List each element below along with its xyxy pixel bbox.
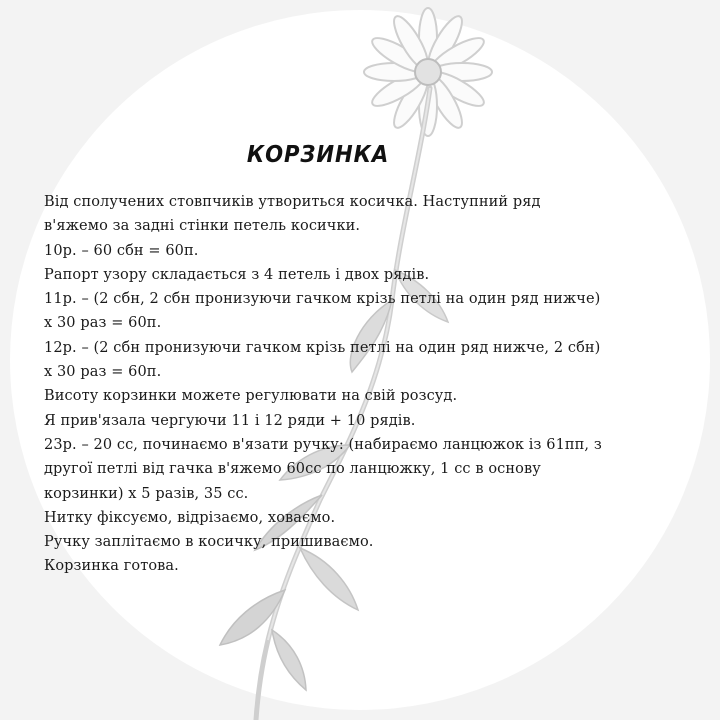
text-line: Ручку заплітаємо в косичку, пришиваємо. bbox=[44, 534, 374, 551]
text-line: Нитку фіксуємо, відрізаємо, ховаємо. bbox=[44, 509, 336, 526]
text-line: другої петлі від гачка в'яжемо 60сс по ланцюжку, 1 сс в основу bbox=[44, 461, 541, 478]
text-line: Рапорт узору складається з 4 петель і двох рядів. bbox=[44, 266, 430, 283]
text-line: 12р. – (2 сбн пронизуючи гачком крізь петлі на один ряд нижче, 2 сбн) bbox=[44, 339, 601, 356]
text-line: 23р. – 20 сс, починаємо в'язати ручку: (набираємо ланцюжок із 61пп, з bbox=[44, 436, 602, 453]
text-line: Від сполучених стовпчиків утвориться косичка. Наступний ряд bbox=[44, 194, 541, 210]
text-line: корзинки) х 5 разів, 35 сс. bbox=[44, 485, 249, 502]
text-line: Я прив'язала чергуючи 11 і 12 ряди + 10 рядів. bbox=[44, 412, 416, 429]
text-line: х 30 раз = 60п. bbox=[44, 364, 162, 381]
text-line: 10р. – 60 сбн = 60п. bbox=[44, 242, 199, 259]
instructions-text bbox=[44, 190, 604, 579]
text-line: Корзинка готова. bbox=[44, 558, 179, 575]
text-line: 11р. – (2 сбн, 2 сбн пронизуючи гачком крізь петлі на один ряд нижче) bbox=[44, 291, 601, 308]
page-title: КОРЗИНКА bbox=[246, 142, 390, 168]
text-line: в'яжемо за задні стінки петель косички. bbox=[44, 218, 361, 235]
text-line: х 30 раз = 60п. bbox=[44, 315, 162, 332]
text-line: Висоту корзинки можете регулювати на свій розсуд. bbox=[44, 388, 458, 405]
